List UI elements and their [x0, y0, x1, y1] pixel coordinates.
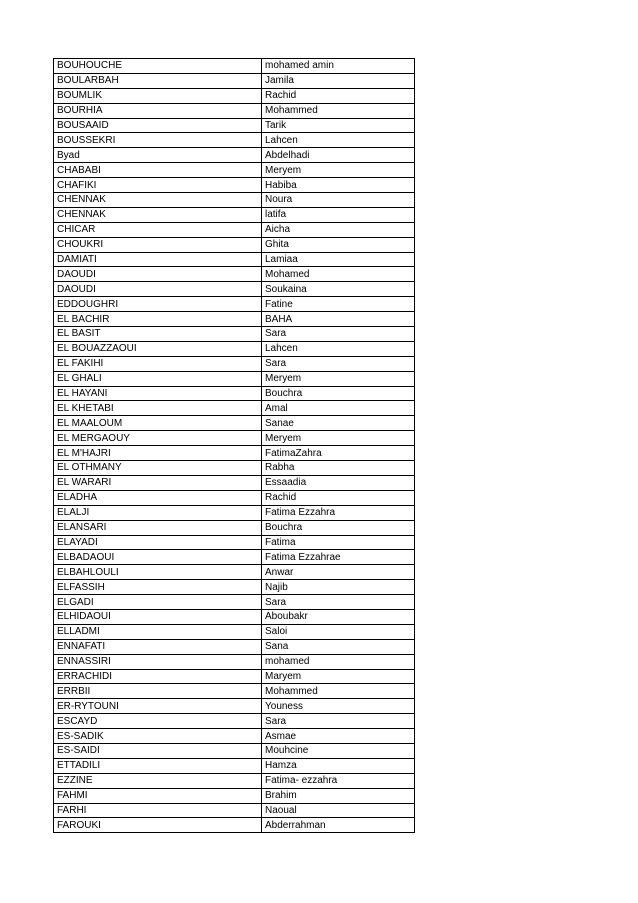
last-name-cell: ER-RYTOUNI	[54, 699, 262, 714]
first-name-cell: Youness	[262, 699, 415, 714]
first-name-cell: Lahcen	[262, 341, 415, 356]
table-row	[54, 371, 415, 386]
table-row	[54, 535, 415, 550]
first-name-cell: Lahcen	[262, 133, 415, 148]
last-name-cell: EDDOUGHRI	[54, 297, 262, 312]
table-row	[54, 818, 415, 833]
last-name-cell: FARHI	[54, 803, 262, 818]
last-name-cell: BOUSAAID	[54, 118, 262, 133]
first-name-cell: mohamed amin	[262, 59, 415, 74]
last-name-cell: EL FAKIHI	[54, 356, 262, 371]
table-row	[54, 222, 415, 237]
table-row	[54, 178, 415, 193]
table-row	[54, 580, 415, 595]
table-row	[54, 699, 415, 714]
first-name-cell: Sara	[262, 714, 415, 729]
first-name-cell: Mohammed	[262, 103, 415, 118]
first-name-cell: Noura	[262, 193, 415, 208]
last-name-cell: EZZINE	[54, 773, 262, 788]
last-name-cell: ELBAHLOULI	[54, 565, 262, 580]
last-name-cell: EL MERGAOUY	[54, 431, 262, 446]
table-row	[54, 773, 415, 788]
first-name-cell: Sana	[262, 639, 415, 654]
last-name-cell: ELHIDAOUI	[54, 609, 262, 624]
first-name-cell: Fatima- ezzahra	[262, 773, 415, 788]
first-name-cell: Aboubakr	[262, 609, 415, 624]
table-row	[54, 446, 415, 461]
first-name-cell: Bouchra	[262, 386, 415, 401]
table-row	[54, 401, 415, 416]
first-name-cell: Meryem	[262, 163, 415, 178]
last-name-cell: ETTADILI	[54, 758, 262, 773]
first-name-cell: Amal	[262, 401, 415, 416]
first-name-cell: Fatima Ezzahra	[262, 505, 415, 520]
first-name-cell: Fatima	[262, 535, 415, 550]
last-name-cell: ESCAYD	[54, 714, 262, 729]
first-name-cell: Rabha	[262, 461, 415, 476]
table-row	[54, 207, 415, 222]
table-row	[54, 461, 415, 476]
first-name-cell: Rachid	[262, 490, 415, 505]
table-row	[54, 148, 415, 163]
last-name-cell: ELFASSIH	[54, 580, 262, 595]
first-name-cell: Fatine	[262, 297, 415, 312]
table-row	[54, 669, 415, 684]
table-row	[54, 118, 415, 133]
last-name-cell: BOULARBAH	[54, 73, 262, 88]
last-name-cell: ES-SAIDI	[54, 743, 262, 758]
first-name-cell: Meryem	[262, 371, 415, 386]
table-row	[54, 327, 415, 342]
first-name-cell: Naoual	[262, 803, 415, 818]
first-name-cell: Ghita	[262, 237, 415, 252]
last-name-cell: EL BACHIR	[54, 312, 262, 327]
last-name-cell: EL OTHMANY	[54, 461, 262, 476]
first-name-cell: Sara	[262, 327, 415, 342]
table-row	[54, 550, 415, 565]
table-row	[54, 73, 415, 88]
last-name-cell: CHABABI	[54, 163, 262, 178]
last-name-cell: EL GHALI	[54, 371, 262, 386]
first-name-cell: Bouchra	[262, 520, 415, 535]
last-name-cell: Byad	[54, 148, 262, 163]
last-name-cell: CHAFIKI	[54, 178, 262, 193]
first-name-cell: latifa	[262, 207, 415, 222]
table-row	[54, 729, 415, 744]
table-row	[54, 312, 415, 327]
table-row	[54, 297, 415, 312]
first-name-cell: FatimaZahra	[262, 446, 415, 461]
table-row	[54, 609, 415, 624]
first-name-cell: Jamila	[262, 73, 415, 88]
last-name-cell: ELGADI	[54, 595, 262, 610]
table-row	[54, 639, 415, 654]
table-row	[54, 341, 415, 356]
first-name-cell: Sara	[262, 595, 415, 610]
last-name-cell: EL M'HAJRI	[54, 446, 262, 461]
last-name-cell: ELBADAOUI	[54, 550, 262, 565]
last-name-cell: ELANSARI	[54, 520, 262, 535]
first-name-cell: Najib	[262, 580, 415, 595]
table-row	[54, 684, 415, 699]
table-row	[54, 416, 415, 431]
table-row	[54, 743, 415, 758]
first-name-cell: Sara	[262, 356, 415, 371]
first-name-cell: Sanae	[262, 416, 415, 431]
table-row	[54, 88, 415, 103]
table-row	[54, 252, 415, 267]
last-name-cell: DAMIATI	[54, 252, 262, 267]
last-name-cell: ELAYADI	[54, 535, 262, 550]
first-name-cell: Aicha	[262, 222, 415, 237]
last-name-cell: CHENNAK	[54, 207, 262, 222]
first-name-cell: Anwar	[262, 565, 415, 580]
last-name-cell: ES-SADIK	[54, 729, 262, 744]
first-name-cell: BAHA	[262, 312, 415, 327]
table-row	[54, 788, 415, 803]
first-name-cell: Lamiaa	[262, 252, 415, 267]
first-name-cell: Soukaina	[262, 282, 415, 297]
first-name-cell: Hamza	[262, 758, 415, 773]
last-name-cell: BOUSSEKRI	[54, 133, 262, 148]
table-row	[54, 193, 415, 208]
last-name-cell: ERRACHIDI	[54, 669, 262, 684]
last-name-cell: ELLADMI	[54, 624, 262, 639]
table-row	[54, 163, 415, 178]
last-name-cell: EL WARARI	[54, 475, 262, 490]
last-name-cell: BOUHOUCHE	[54, 59, 262, 74]
table-row	[54, 803, 415, 818]
last-name-cell: DAOUDI	[54, 282, 262, 297]
last-name-cell: CHENNAK	[54, 193, 262, 208]
first-name-cell: Essaadia	[262, 475, 415, 490]
table-row	[54, 475, 415, 490]
last-name-cell: CHICAR	[54, 222, 262, 237]
first-name-cell: Brahim	[262, 788, 415, 803]
table-row	[54, 133, 415, 148]
first-name-cell: Saloi	[262, 624, 415, 639]
last-name-cell: EL HAYANI	[54, 386, 262, 401]
table-row	[54, 714, 415, 729]
last-name-cell: ELADHA	[54, 490, 262, 505]
first-name-cell: Mohamed	[262, 267, 415, 282]
table-row	[54, 237, 415, 252]
first-name-cell: Mouhcine	[262, 743, 415, 758]
table-row	[54, 654, 415, 669]
table-row	[54, 386, 415, 401]
first-name-cell: Meryem	[262, 431, 415, 446]
table-row	[54, 103, 415, 118]
table-row	[54, 595, 415, 610]
last-name-cell: EL BOUAZZAOUI	[54, 341, 262, 356]
first-name-cell: Habiba	[262, 178, 415, 193]
last-name-cell: ENNASSIRI	[54, 654, 262, 669]
first-name-cell: Fatima Ezzahrae	[262, 550, 415, 565]
table-row	[54, 565, 415, 580]
first-name-cell: mohamed	[262, 654, 415, 669]
last-name-cell: CHOUKRI	[54, 237, 262, 252]
last-name-cell: DAOUDI	[54, 267, 262, 282]
table-row	[54, 356, 415, 371]
table-row	[54, 431, 415, 446]
table-row	[54, 267, 415, 282]
last-name-cell: EL KHETABI	[54, 401, 262, 416]
first-name-cell: Abderrahman	[262, 818, 415, 833]
table-row	[54, 520, 415, 535]
first-name-cell: Rachid	[262, 88, 415, 103]
name-table	[53, 58, 415, 833]
last-name-cell: ENNAFATI	[54, 639, 262, 654]
table-row	[54, 624, 415, 639]
table-row	[54, 505, 415, 520]
first-name-cell: Abdelhadi	[262, 148, 415, 163]
last-name-cell: FAROUKI	[54, 818, 262, 833]
last-name-cell: EL MAALOUM	[54, 416, 262, 431]
first-name-cell: Maryem	[262, 669, 415, 684]
table-row	[54, 282, 415, 297]
last-name-cell: EL BASIT	[54, 327, 262, 342]
last-name-cell: FAHMI	[54, 788, 262, 803]
last-name-cell: BOUMLIK	[54, 88, 262, 103]
last-name-cell: ELALJI	[54, 505, 262, 520]
name-table-body	[54, 59, 415, 833]
first-name-cell: Asmae	[262, 729, 415, 744]
table-row	[54, 59, 415, 74]
last-name-cell: BOURHIA	[54, 103, 262, 118]
first-name-cell: Mohammed	[262, 684, 415, 699]
table-row	[54, 490, 415, 505]
table-row	[54, 758, 415, 773]
first-name-cell: Tarik	[262, 118, 415, 133]
last-name-cell: ERRBII	[54, 684, 262, 699]
